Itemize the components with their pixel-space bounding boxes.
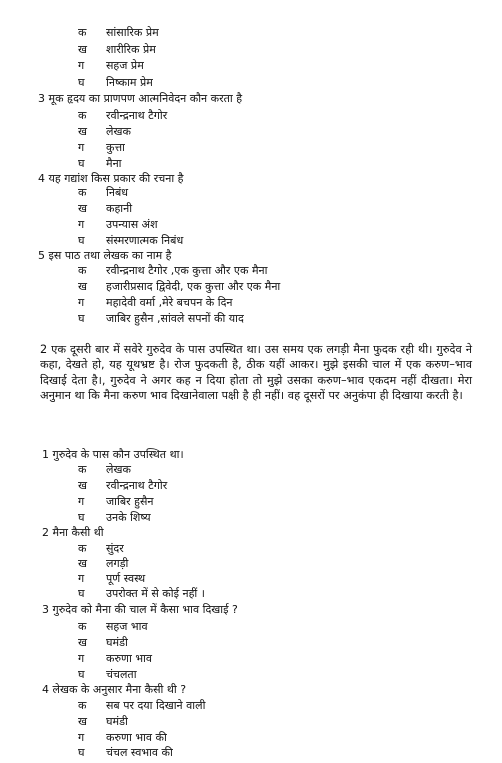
passage-question-1: 1 गुरुदेव के पास कौन उपस्थित था। [42, 448, 184, 461]
option-ga: ग करुणा भाव की [78, 731, 167, 744]
option-gha: घ चंचलता [78, 668, 137, 681]
passage-question-3: 3 गुरुदेव को मैना की चाल में कैसा भाव दिखाई ? [42, 603, 238, 616]
option-gha: घ जाबिर हुसैन ,सांवले सपनों की याद [78, 312, 244, 325]
option-kha: ख कहानी [78, 202, 133, 215]
option-ga: ग सहज प्रेम [78, 59, 144, 72]
option-gha: घ चंचल स्वभाव की [78, 746, 173, 759]
option-gha: घ निष्काम प्रेम [78, 76, 153, 89]
passage-question-2: 2 मैना कैसी थी [42, 526, 104, 539]
passage-question-4: 4 लेखक के अनुसार मैना कैसी थी ? [42, 683, 187, 696]
option-ga: ग महादेवी वर्मा ,मेरे बचपन के दिन [78, 296, 233, 309]
question-4: 4 यह गद्यांश किस प्रकार की रचना है [38, 172, 184, 185]
option-ka: क सहज भाव [78, 620, 148, 633]
option-gha: घ उपरोक्त में से कोई नहीं । [78, 587, 205, 600]
option-gha: घ संस्मरणात्मक निबंध [78, 234, 184, 247]
question-3: 3 मूक हृदय का प्राणपण आत्मनिवेदन कौन करता है [38, 92, 243, 105]
option-ka: क निबंध [78, 186, 128, 199]
option-ga: ग जाबिर हुसैन [78, 495, 154, 508]
option-kha: ख घमंडी [78, 636, 128, 649]
option-ka: क रवीन्द्रनाथ टैगोर ,एक कुत्ता और एक मैना [78, 264, 268, 277]
option-kha: ख लगड़ी [78, 557, 129, 570]
option-gha: घ मैना [78, 157, 122, 170]
option-ga: ग करुणा भाव [78, 652, 153, 665]
option-ka: क रवीन्द्रनाथ टैगोर [78, 109, 168, 122]
option-kha: ख रवीन्द्रनाथ टैगोर [78, 479, 168, 492]
option-ka: क सब पर दया दिखाने वाली [78, 699, 206, 712]
passage-text: 2 एक दूसरी बार में सवेरे गुरुदेव के पास उपस्थित था। उस समय एक लगड़ी मैना फुदक रही थी। गुरुदेव ने कहा, देखते हो, यह यूथभ्रष्ट है। रोज फुदकती है, ठीक यहीं आकर। मुझे इसकी चाल में एक करुण–भाव दिखाई देता है।, गुरुदेव ने अगर कह न दिया होता तो मुझे उसका करुण–भाव एकदम नहीं दीखता। मेरा अनुमान था कि मैना करुण भाव दिखानेवाला पक्षी है ही नहीं। वह दूसरों पर अनुकंपा ही दिखाया करती है। [40, 343, 472, 403]
question-5: 5 इस पाठ तथा लेखक का नाम है [38, 249, 172, 262]
option-ka: क लेखक [78, 463, 131, 476]
option-kha: ख शारीरिक प्रेम [78, 43, 156, 56]
option-ka: क सांसारिक प्रेम [78, 26, 159, 39]
option-gha: घ उनके शिष्य [78, 511, 151, 524]
option-ga: ग उपन्यास अंश [78, 218, 158, 231]
option-ga: ग पूर्ण स्वस्थ [78, 572, 146, 585]
option-kha: ख हजारीप्रसाद द्विवेदी, एक कुत्ता और एक मैना [78, 280, 281, 293]
option-kha: ख घमंडी [78, 715, 128, 728]
option-ga: ग कुत्ता [78, 141, 125, 154]
option-kha: ख लेखक [78, 125, 131, 138]
option-ka: क सुंदर [78, 542, 124, 555]
